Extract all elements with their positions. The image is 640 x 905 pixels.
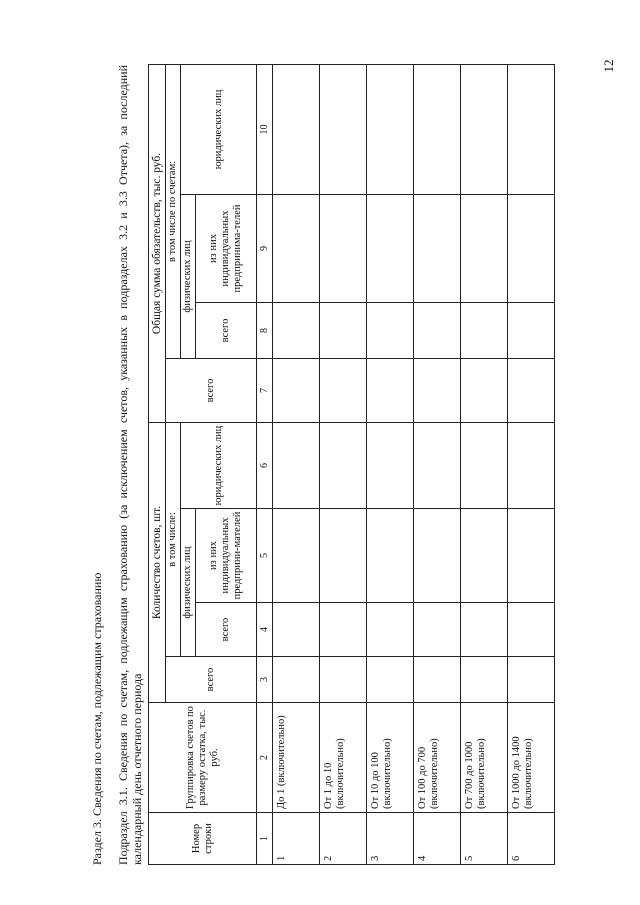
data-cell [414,509,461,603]
data-cell [508,657,555,703]
data-cell [508,509,555,603]
row-grouping: От 1000 до 1400 (включительно) [508,703,555,813]
data-cell [508,358,555,422]
data-cell [367,302,414,358]
header-count-including: в том числе: [166,422,181,656]
header-row-number: Номер строки [149,813,257,865]
data-cell [273,422,320,508]
header-count-total: всего [166,657,257,703]
header-count-entrepreneurs: из них индивидуальных предприни-мателей [196,509,257,603]
data-cell [320,603,367,657]
data-cell [367,603,414,657]
header-amount-including: в том числе по счетам: [166,64,181,358]
header-amount-individuals: физических лиц [181,194,196,358]
table-row [461,64,508,864]
header-count-group: Количество счетов, шт. [149,422,166,702]
data-cell [461,64,508,194]
data-cell [461,603,508,657]
header-grouping: Группировка счетов по размеру остатка, тыс. руб. [149,703,257,813]
column-number: 4 [257,603,273,657]
rotated-page-content [90,65,560,865]
column-number: 10 [257,64,273,194]
data-cell [508,64,555,194]
header-count-individual-total: всего [196,603,257,657]
data-cell [414,194,461,302]
header-count-individuals: физических лиц [181,509,196,657]
row-grouping: До 1 (включительно) [273,703,320,813]
row-number: 1 [273,813,320,865]
data-cell [273,509,320,603]
data-cell [414,302,461,358]
data-cell [320,194,367,302]
data-cell [461,657,508,703]
table-row [508,64,555,864]
data-cell [367,657,414,703]
row-number: 2 [320,813,367,865]
data-cell [461,509,508,603]
header-amount-entrepreneurs: из них индивидуальных предпринима-телей [196,194,257,302]
accounts-table [148,64,555,865]
data-cell [273,657,320,703]
header-count-legal: юридических лиц [181,422,257,508]
data-cell [508,194,555,302]
data-cell [367,422,414,508]
table-row [273,64,320,864]
column-number: 1 [257,813,273,865]
data-cell [320,64,367,194]
data-cell [414,64,461,194]
row-number: 6 [508,813,555,865]
header-amount-legal: юридических лиц [181,64,257,194]
data-cell [461,422,508,508]
table-row [320,64,367,864]
data-cell [508,422,555,508]
data-cell [461,194,508,302]
data-cell [320,657,367,703]
data-cell [273,603,320,657]
header-amount-total: всего [166,358,257,422]
data-cell [414,422,461,508]
header-amount-individual-total: всего [196,302,257,358]
row-number: 5 [461,813,508,865]
column-number: 2 [257,703,273,813]
data-cell [461,302,508,358]
row-number: 3 [367,813,414,865]
column-number: 5 [257,509,273,603]
data-cell [461,358,508,422]
data-cell [367,64,414,194]
subsection-title: Подраздел 3.1. Сведения по счетам, подлежащим страхованию (за исключением счетов, указанных в подразделах 3.2 и 3.3 Отчета), за последний календарный день отчетного периода [116,65,144,865]
column-number: 8 [257,302,273,358]
row-number: 4 [414,813,461,865]
column-number: 3 [257,657,273,703]
data-cell [414,657,461,703]
row-grouping: От 700 до 1000 (включительно) [461,703,508,813]
column-number: 9 [257,194,273,302]
section-title: Раздел 3. Сведения по счетам, подлежащим страхованию [90,572,104,865]
page-number: 12 [601,59,616,73]
data-cell [367,509,414,603]
data-cell [320,509,367,603]
data-cell [508,302,555,358]
data-cell [273,358,320,422]
row-grouping: От 10 до 100 (включительно) [367,703,414,813]
data-cell [320,422,367,508]
data-cell [508,603,555,657]
header-amount-group: Общая сумма обязательств, тыс. руб. [149,64,166,422]
column-number: 6 [257,422,273,508]
data-cell [414,603,461,657]
table-row [414,64,461,864]
data-cell [273,194,320,302]
data-cell [273,64,320,194]
data-cell [367,194,414,302]
column-number: 7 [257,358,273,422]
row-grouping: От 100 до 700 (включительно) [414,703,461,813]
data-cell [273,302,320,358]
table-row [367,64,414,864]
data-cell [414,358,461,422]
data-cell [320,358,367,422]
data-cell [367,358,414,422]
data-cell [320,302,367,358]
row-grouping: От 1 до 10 (включительно) [320,703,367,813]
